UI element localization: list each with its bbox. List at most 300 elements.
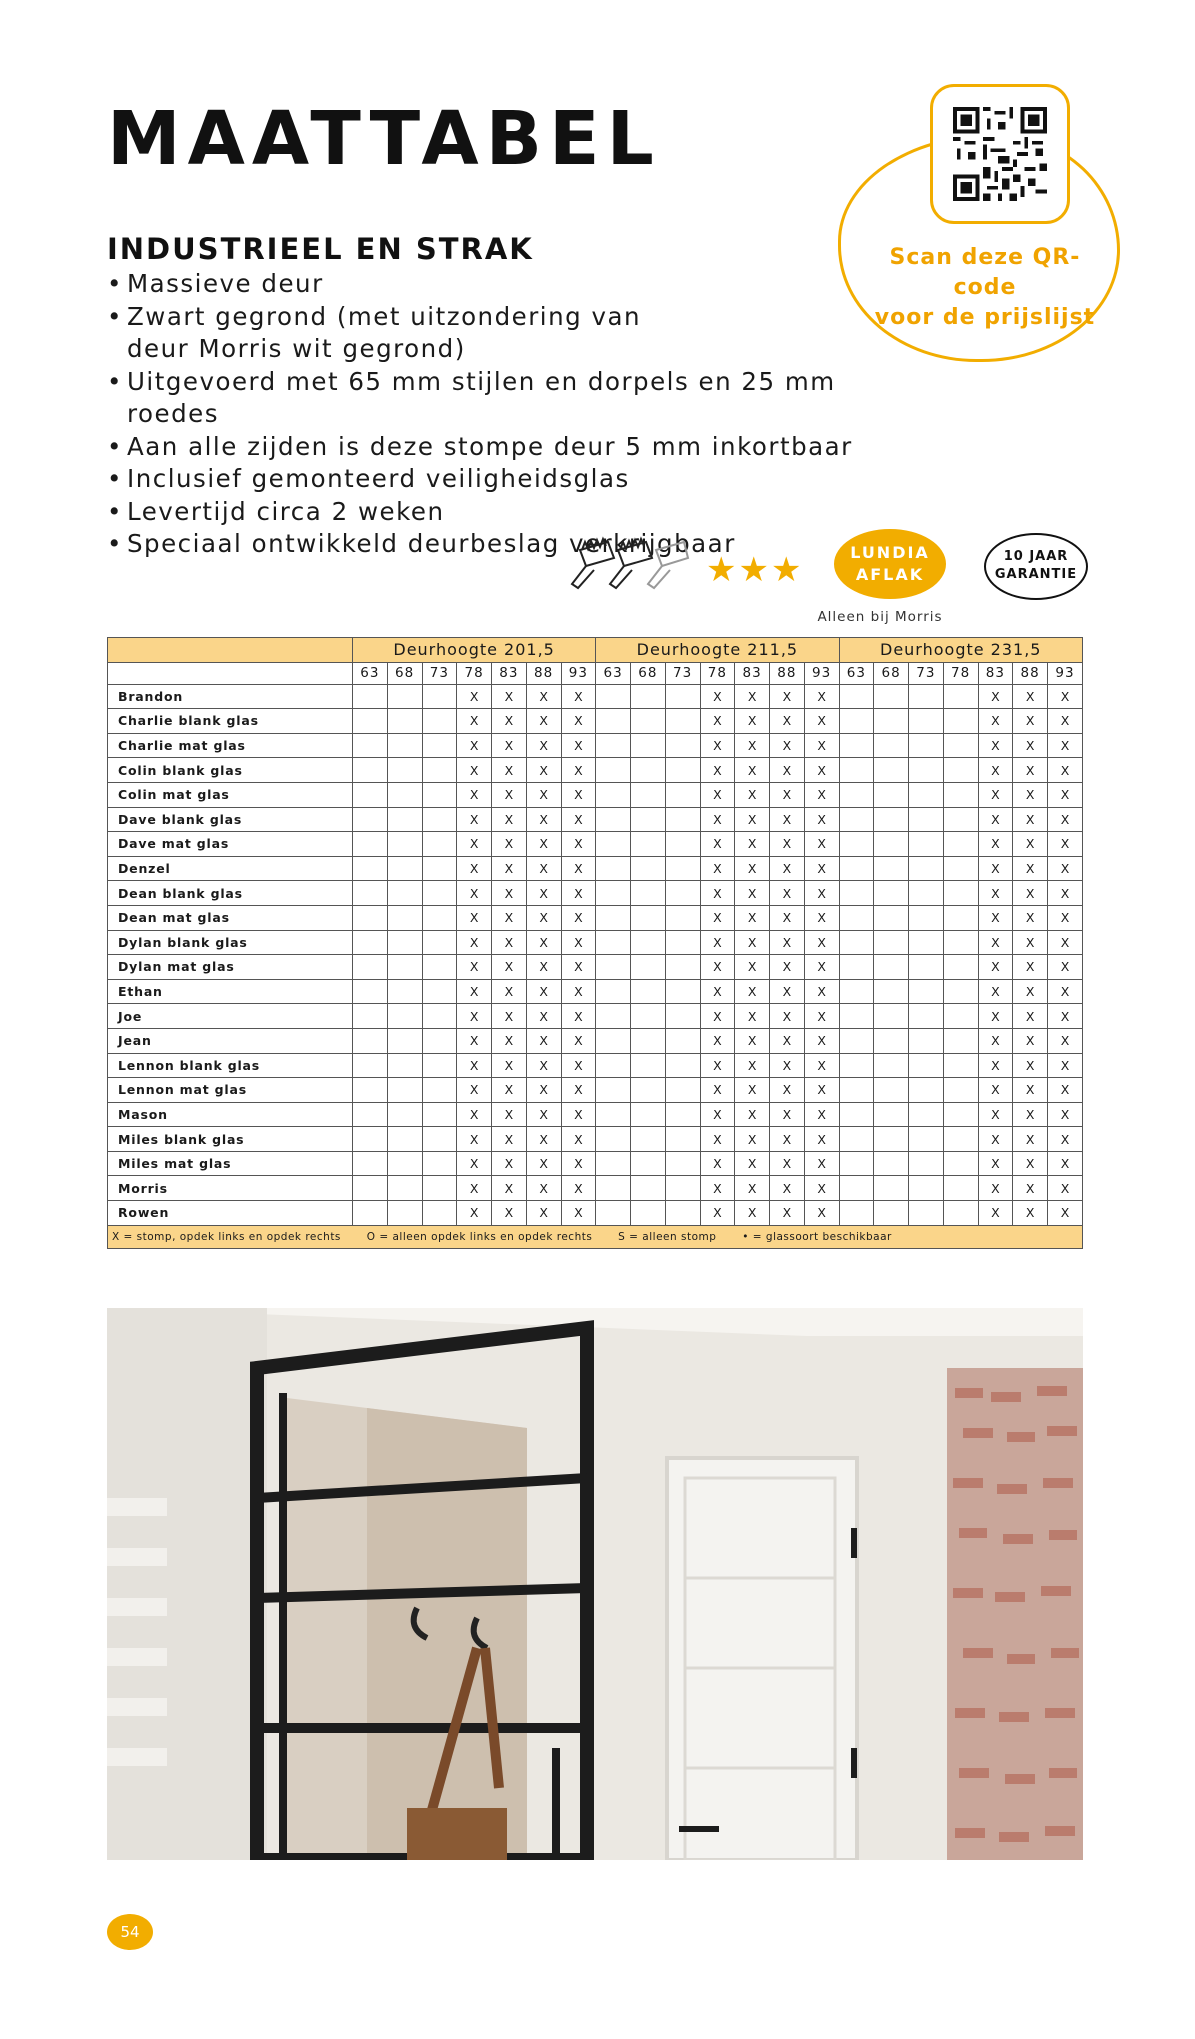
availability-cell: X bbox=[457, 807, 492, 832]
availability-cell: X bbox=[700, 1078, 735, 1103]
width-header-cell: 88 bbox=[770, 662, 805, 684]
availability-cell bbox=[665, 856, 700, 881]
availability-cell: X bbox=[978, 1127, 1013, 1152]
legend-item: S = alleen stomp bbox=[618, 1230, 717, 1243]
feature-item: • Levertijd circa 2 weken bbox=[107, 496, 867, 529]
badge-line: 10 JAAR bbox=[1003, 549, 1069, 564]
availability-cell: X bbox=[1048, 905, 1083, 930]
availability-cell: X bbox=[1048, 1176, 1083, 1201]
availability-cell bbox=[387, 1078, 422, 1103]
availability-cell: X bbox=[526, 905, 561, 930]
availability-cell bbox=[353, 881, 388, 906]
availability-cell: X bbox=[700, 832, 735, 857]
availability-cell bbox=[631, 807, 666, 832]
availability-cell bbox=[943, 1078, 978, 1103]
availability-cell bbox=[839, 979, 874, 1004]
availability-cell bbox=[353, 1151, 388, 1176]
door-model-name: Dave mat glas bbox=[108, 832, 353, 857]
table-row bbox=[108, 709, 1083, 734]
availability-cell: X bbox=[457, 1127, 492, 1152]
availability-cell bbox=[943, 1201, 978, 1226]
availability-cell: X bbox=[804, 856, 839, 881]
availability-cell: X bbox=[804, 758, 839, 783]
availability-cell: X bbox=[804, 709, 839, 734]
availability-cell bbox=[839, 1176, 874, 1201]
availability-cell bbox=[596, 979, 631, 1004]
availability-cell: X bbox=[978, 955, 1013, 980]
availability-cell bbox=[596, 1176, 631, 1201]
width-header-cell: 83 bbox=[492, 662, 527, 684]
availability-cell bbox=[665, 807, 700, 832]
availability-cell bbox=[874, 1127, 909, 1152]
table-row bbox=[108, 1028, 1083, 1053]
availability-cell: X bbox=[1013, 1078, 1048, 1103]
door-interior-image bbox=[107, 1308, 1083, 1860]
availability-cell bbox=[353, 955, 388, 980]
availability-cell bbox=[874, 1102, 909, 1127]
table-row bbox=[108, 684, 1083, 709]
availability-cell: X bbox=[457, 955, 492, 980]
availability-cell bbox=[665, 832, 700, 857]
availability-cell: X bbox=[1013, 807, 1048, 832]
availability-cell bbox=[422, 1053, 457, 1078]
availability-cell bbox=[387, 832, 422, 857]
availability-cell: X bbox=[1048, 979, 1083, 1004]
availability-cell bbox=[353, 1078, 388, 1103]
table-row bbox=[108, 930, 1083, 955]
availability-cell: X bbox=[770, 832, 805, 857]
availability-cell bbox=[665, 1028, 700, 1053]
availability-cell: X bbox=[770, 905, 805, 930]
availability-cell: X bbox=[770, 1053, 805, 1078]
availability-cell bbox=[353, 684, 388, 709]
availability-cell: X bbox=[735, 979, 770, 1004]
availability-cell bbox=[387, 979, 422, 1004]
availability-cell: X bbox=[561, 881, 596, 906]
availability-cell: X bbox=[735, 955, 770, 980]
availability-cell: X bbox=[526, 807, 561, 832]
availability-cell: X bbox=[770, 930, 805, 955]
availability-cell: X bbox=[804, 955, 839, 980]
availability-cell bbox=[422, 782, 457, 807]
availability-cell: X bbox=[1013, 684, 1048, 709]
availability-cell: X bbox=[561, 1127, 596, 1152]
availability-cell bbox=[909, 955, 944, 980]
availability-cell bbox=[631, 979, 666, 1004]
availability-cell bbox=[943, 733, 978, 758]
availability-cell: X bbox=[526, 1028, 561, 1053]
availability-cell: X bbox=[770, 856, 805, 881]
availability-cell: X bbox=[700, 709, 735, 734]
availability-cell bbox=[909, 1053, 944, 1078]
availability-cell: X bbox=[700, 979, 735, 1004]
table-row bbox=[108, 807, 1083, 832]
availability-cell bbox=[353, 930, 388, 955]
availability-cell: X bbox=[770, 979, 805, 1004]
availability-cell bbox=[874, 930, 909, 955]
availability-cell bbox=[631, 881, 666, 906]
availability-cell bbox=[839, 881, 874, 906]
availability-cell bbox=[909, 905, 944, 930]
availability-cell bbox=[839, 1078, 874, 1103]
availability-cell: X bbox=[770, 1127, 805, 1152]
width-header-cell: 68 bbox=[387, 662, 422, 684]
qr-code[interactable] bbox=[930, 84, 1070, 224]
availability-cell bbox=[943, 1102, 978, 1127]
availability-cell: X bbox=[735, 1151, 770, 1176]
availability-cell bbox=[665, 1151, 700, 1176]
availability-cell bbox=[665, 930, 700, 955]
availability-cell: X bbox=[492, 1176, 527, 1201]
availability-cell: X bbox=[492, 1028, 527, 1053]
availability-cell: X bbox=[770, 684, 805, 709]
availability-cell bbox=[422, 1151, 457, 1176]
availability-cell bbox=[631, 709, 666, 734]
availability-cell: X bbox=[492, 930, 527, 955]
availability-cell bbox=[943, 758, 978, 783]
availability-cell bbox=[665, 733, 700, 758]
availability-cell bbox=[839, 1053, 874, 1078]
width-header-cell: 63 bbox=[596, 662, 631, 684]
availability-cell: X bbox=[1048, 930, 1083, 955]
availability-cell bbox=[909, 758, 944, 783]
table-legend bbox=[108, 1225, 1083, 1248]
availability-cell bbox=[874, 709, 909, 734]
qr-callout-line: voor de prijslijst bbox=[874, 305, 1096, 330]
availability-cell: X bbox=[978, 856, 1013, 881]
availability-cell: X bbox=[526, 930, 561, 955]
availability-cell bbox=[387, 1127, 422, 1152]
badge-line: AFLAK bbox=[855, 565, 925, 584]
availability-cell bbox=[596, 1053, 631, 1078]
availability-cell: X bbox=[804, 1201, 839, 1226]
availability-cell bbox=[909, 1127, 944, 1152]
availability-cell: X bbox=[492, 979, 527, 1004]
availability-cell bbox=[665, 1004, 700, 1029]
width-header-cell: 63 bbox=[353, 662, 388, 684]
availability-cell: X bbox=[492, 856, 527, 881]
availability-cell bbox=[874, 856, 909, 881]
availability-cell bbox=[839, 1201, 874, 1226]
availability-cell: X bbox=[804, 832, 839, 857]
availability-cell: X bbox=[978, 1102, 1013, 1127]
availability-cell bbox=[631, 1201, 666, 1226]
availability-cell bbox=[596, 930, 631, 955]
height-group-header: Deurhoogte 201,5 bbox=[353, 638, 596, 663]
availability-cell bbox=[839, 709, 874, 734]
size-table bbox=[107, 637, 1083, 1249]
product-photo bbox=[107, 1308, 1083, 1860]
availability-cell: X bbox=[561, 905, 596, 930]
availability-cell bbox=[874, 782, 909, 807]
availability-cell bbox=[631, 856, 666, 881]
availability-cell: X bbox=[1013, 1102, 1048, 1127]
availability-cell: X bbox=[770, 733, 805, 758]
availability-cell bbox=[387, 1176, 422, 1201]
availability-cell: X bbox=[457, 1102, 492, 1127]
availability-cell bbox=[874, 1176, 909, 1201]
morris-note: Alleen bij Morris bbox=[817, 609, 943, 625]
availability-cell: X bbox=[457, 979, 492, 1004]
availability-cell bbox=[387, 955, 422, 980]
availability-cell: X bbox=[735, 881, 770, 906]
availability-cell: X bbox=[1048, 1127, 1083, 1152]
availability-cell bbox=[387, 1201, 422, 1226]
availability-cell bbox=[353, 1201, 388, 1226]
availability-cell: X bbox=[1013, 1151, 1048, 1176]
table-row bbox=[108, 979, 1083, 1004]
availability-cell bbox=[943, 709, 978, 734]
feature-item: • Zwart gegrond (met uitzondering van deur Morris wit gegrond) bbox=[107, 301, 707, 366]
availability-cell bbox=[353, 1127, 388, 1152]
availability-cell: X bbox=[978, 1028, 1013, 1053]
availability-cell bbox=[422, 1102, 457, 1127]
availability-cell bbox=[943, 1004, 978, 1029]
availability-cell: X bbox=[526, 1053, 561, 1078]
door-model-name: Dean blank glas bbox=[108, 881, 353, 906]
availability-cell: X bbox=[561, 979, 596, 1004]
availability-cell: X bbox=[457, 1201, 492, 1226]
door-model-name: Charlie mat glas bbox=[108, 733, 353, 758]
availability-cell bbox=[596, 905, 631, 930]
availability-cell: X bbox=[978, 1078, 1013, 1103]
availability-cell bbox=[353, 1053, 388, 1078]
section-subtitle: INDUSTRIEEL EN STRAK bbox=[107, 232, 534, 266]
table-row bbox=[108, 905, 1083, 930]
availability-cell bbox=[631, 758, 666, 783]
door-model-name: Dylan blank glas bbox=[108, 930, 353, 955]
availability-cell bbox=[596, 684, 631, 709]
availability-cell: X bbox=[700, 856, 735, 881]
width-header-cell: 93 bbox=[561, 662, 596, 684]
availability-cell: X bbox=[1048, 1053, 1083, 1078]
availability-cell bbox=[353, 979, 388, 1004]
availability-cell: X bbox=[735, 684, 770, 709]
availability-cell: X bbox=[978, 709, 1013, 734]
availability-cell: X bbox=[770, 807, 805, 832]
availability-cell: X bbox=[700, 905, 735, 930]
availability-cell bbox=[596, 1078, 631, 1103]
availability-cell: X bbox=[735, 1004, 770, 1029]
availability-cell bbox=[909, 807, 944, 832]
availability-cell: X bbox=[804, 782, 839, 807]
availability-cell bbox=[387, 856, 422, 881]
availability-cell bbox=[353, 856, 388, 881]
availability-cell bbox=[387, 709, 422, 734]
availability-cell: X bbox=[457, 758, 492, 783]
availability-cell: X bbox=[735, 905, 770, 930]
availability-cell: X bbox=[457, 1004, 492, 1029]
availability-cell: X bbox=[1048, 1102, 1083, 1127]
availability-cell: X bbox=[1013, 1028, 1048, 1053]
availability-cell: X bbox=[561, 1028, 596, 1053]
availability-cell: X bbox=[526, 955, 561, 980]
availability-cell bbox=[874, 1078, 909, 1103]
availability-cell: X bbox=[1013, 955, 1048, 980]
availability-cell: X bbox=[770, 1176, 805, 1201]
availability-cell: X bbox=[492, 1078, 527, 1103]
width-header-cell: 83 bbox=[978, 662, 1013, 684]
availability-cell bbox=[909, 1078, 944, 1103]
availability-cell bbox=[665, 758, 700, 783]
availability-cell: X bbox=[978, 733, 1013, 758]
availability-cell bbox=[422, 733, 457, 758]
availability-cell bbox=[943, 807, 978, 832]
availability-cell bbox=[596, 856, 631, 881]
availability-cell: X bbox=[735, 1176, 770, 1201]
availability-cell: X bbox=[526, 1004, 561, 1029]
availability-cell: X bbox=[735, 856, 770, 881]
availability-cell: X bbox=[1048, 1028, 1083, 1053]
height-group-header: Deurhoogte 211,5 bbox=[596, 638, 839, 663]
availability-cell bbox=[353, 709, 388, 734]
availability-cell: X bbox=[804, 905, 839, 930]
door-model-name: Rowen bbox=[108, 1201, 353, 1226]
legend-item: O = alleen opdek links en opdek rechts bbox=[366, 1230, 593, 1243]
availability-cell: X bbox=[457, 709, 492, 734]
door-model-name: Colin blank glas bbox=[108, 758, 353, 783]
availability-cell: X bbox=[1048, 733, 1083, 758]
availability-cell: X bbox=[561, 807, 596, 832]
availability-cell: X bbox=[1048, 881, 1083, 906]
availability-cell: X bbox=[1048, 1004, 1083, 1029]
availability-cell bbox=[874, 1053, 909, 1078]
availability-cell: X bbox=[978, 1176, 1013, 1201]
door-model-name: Colin mat glas bbox=[108, 782, 353, 807]
availability-cell bbox=[665, 979, 700, 1004]
availability-cell: X bbox=[492, 1004, 527, 1029]
table-legend-row bbox=[108, 1225, 1083, 1248]
qr-code-icon bbox=[953, 107, 1047, 201]
availability-cell: X bbox=[770, 758, 805, 783]
availability-cell: X bbox=[804, 881, 839, 906]
availability-cell: X bbox=[700, 1053, 735, 1078]
page-title: MAATTABEL bbox=[107, 96, 661, 182]
availability-cell: X bbox=[457, 881, 492, 906]
availability-cell bbox=[422, 905, 457, 930]
availability-cell bbox=[596, 1151, 631, 1176]
availability-cell bbox=[387, 782, 422, 807]
availability-cell bbox=[596, 782, 631, 807]
availability-cell: X bbox=[700, 1004, 735, 1029]
availability-cell bbox=[422, 1127, 457, 1152]
table-row bbox=[108, 1176, 1083, 1201]
width-header-cell: 68 bbox=[874, 662, 909, 684]
availability-cell bbox=[874, 979, 909, 1004]
availability-cell bbox=[353, 1028, 388, 1053]
availability-cell bbox=[387, 733, 422, 758]
width-header-cell: 88 bbox=[1013, 662, 1048, 684]
availability-cell: X bbox=[561, 733, 596, 758]
availability-cell: X bbox=[1013, 881, 1048, 906]
availability-cell: X bbox=[457, 856, 492, 881]
availability-cell: X bbox=[561, 856, 596, 881]
availability-cell bbox=[874, 955, 909, 980]
availability-cell: X bbox=[561, 1102, 596, 1127]
availability-cell: X bbox=[492, 955, 527, 980]
availability-cell: X bbox=[770, 782, 805, 807]
availability-cell bbox=[387, 1004, 422, 1029]
availability-cell: X bbox=[735, 1127, 770, 1152]
availability-cell bbox=[422, 758, 457, 783]
availability-cell bbox=[353, 758, 388, 783]
door-model-name: Lennon mat glas bbox=[108, 1078, 353, 1103]
availability-cell bbox=[839, 684, 874, 709]
availability-cell: X bbox=[804, 807, 839, 832]
table-corner bbox=[108, 662, 353, 684]
availability-cell: X bbox=[492, 881, 527, 906]
availability-cell: X bbox=[804, 1004, 839, 1029]
door-model-name: Miles blank glas bbox=[108, 1127, 353, 1152]
availability-cell bbox=[839, 955, 874, 980]
availability-cell: X bbox=[1013, 979, 1048, 1004]
availability-cell: X bbox=[526, 881, 561, 906]
availability-cell: X bbox=[561, 1201, 596, 1226]
availability-cell: X bbox=[457, 905, 492, 930]
availability-cell: X bbox=[978, 1201, 1013, 1226]
availability-cell: X bbox=[770, 709, 805, 734]
availability-cell: X bbox=[1048, 709, 1083, 734]
availability-cell bbox=[665, 905, 700, 930]
availability-cell bbox=[596, 733, 631, 758]
availability-cell bbox=[387, 1151, 422, 1176]
availability-cell bbox=[422, 955, 457, 980]
availability-cell: X bbox=[1048, 1151, 1083, 1176]
availability-cell: X bbox=[700, 930, 735, 955]
availability-cell bbox=[422, 709, 457, 734]
availability-cell bbox=[839, 1028, 874, 1053]
badge-line: LUNDIA bbox=[850, 543, 930, 562]
availability-cell: X bbox=[978, 881, 1013, 906]
door-model-name: Miles mat glas bbox=[108, 1151, 353, 1176]
availability-cell bbox=[839, 1151, 874, 1176]
availability-cell: X bbox=[1048, 1078, 1083, 1103]
availability-cell: X bbox=[492, 733, 527, 758]
availability-cell bbox=[874, 807, 909, 832]
availability-cell bbox=[665, 684, 700, 709]
availability-cell bbox=[909, 1151, 944, 1176]
availability-cell: X bbox=[561, 1078, 596, 1103]
badge-line: GARANTIE bbox=[994, 567, 1078, 582]
availability-cell: X bbox=[561, 1004, 596, 1029]
availability-cell bbox=[665, 881, 700, 906]
availability-cell: X bbox=[700, 881, 735, 906]
width-header-cell: 63 bbox=[839, 662, 874, 684]
availability-cell: X bbox=[700, 1176, 735, 1201]
availability-cell: X bbox=[735, 1053, 770, 1078]
availability-cell bbox=[353, 1102, 388, 1127]
availability-cell bbox=[422, 1028, 457, 1053]
availability-cell bbox=[422, 807, 457, 832]
availability-cell bbox=[943, 1028, 978, 1053]
availability-cell: X bbox=[457, 1053, 492, 1078]
availability-cell bbox=[596, 832, 631, 857]
availability-cell: X bbox=[561, 709, 596, 734]
availability-cell: X bbox=[526, 1127, 561, 1152]
table-row bbox=[108, 881, 1083, 906]
availability-cell bbox=[909, 684, 944, 709]
feature-item: • Aan alle zijden is deze stompe deur 5 mm inkortbaar bbox=[107, 431, 867, 464]
availability-cell: X bbox=[457, 1078, 492, 1103]
availability-cell bbox=[422, 1004, 457, 1029]
feature-item: • Uitgevoerd met 65 mm stijlen en dorpels en 25 mm roedes bbox=[107, 366, 867, 431]
availability-cell: X bbox=[561, 1053, 596, 1078]
availability-cell bbox=[909, 832, 944, 857]
availability-cell: X bbox=[1048, 856, 1083, 881]
availability-cell: X bbox=[735, 782, 770, 807]
availability-cell: X bbox=[770, 1028, 805, 1053]
availability-cell: X bbox=[1048, 758, 1083, 783]
